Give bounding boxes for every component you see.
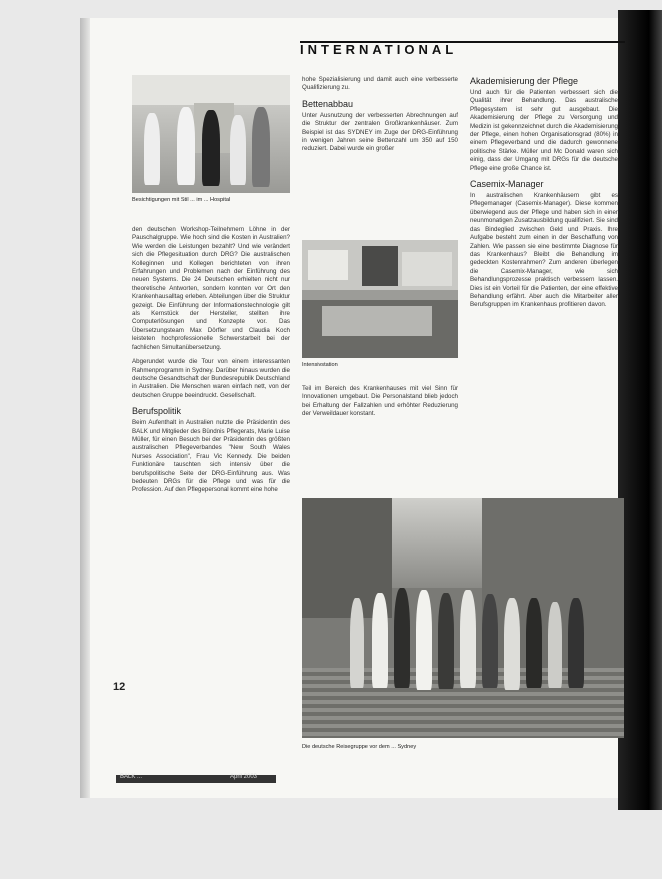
photo-caption-1: Besichtigungen mit Stil ... im ... Hospital [132, 197, 231, 203]
col2-paragraph-1: hohe Spezialisierung und damit auch eine verbesserte Qualifizierung zu. [302, 76, 458, 92]
footer-date: April 2003 [230, 774, 258, 780]
column-2 [302, 76, 458, 160]
col2-heading-bettenabbau: Bettenabbau [302, 98, 354, 109]
col1-paragraph-3: Beim Aufenthalt in Australien nutzte die Präsidentin des BALK und Mitglieder des Bündnis Pflegerats, Marie Luise Müller, für einen Besuch bei der Präsidentin des größten australischen Pflegeverbandes "New South Wales Nurses Association", Frau Vic Kennedy. Die beiden Funktionäre tauschten sich intensiv über die berufspolitische Seite der DRG-Einführung aus. Was bedeuten DRGs für die Pflege und was für die Profession. Auf den Pflegepersonal kommt eine hohe [132, 419, 290, 494]
col3-paragraph-2: In australischen Krankenhäusern gibt es Pflegemanager (Casemix-Manager). Diese kommen überwiegend aus der Pflege und haben sich in einer neunmonatigen Zusatzausbildung qualifiziert. Sie sind das Bindeglied zwischen Geld und Praxis. Ihre Aufgabe besteht zum einen in der Beschaffung von Zahlen. Wie passen sie eine bestimmte Diagnose für das Krankenhaus? Bleibt die Behandlung im gedeckten Kostenrahmen? Zum anderen überlegen die Casemix-Manager, wie sich Behandlungsprozesse praktisch verbessern lassen. Dies ist ein Vorteil für die Patienten, der eine effektive Behandlung erfährt. Aber auch die Mitarbeiter aller Berufsgruppen im Krankenhaus profitieren davon. [470, 192, 618, 309]
col1-heading-berufspolitik: Berufspolitik [132, 406, 182, 417]
column-1 [132, 226, 290, 501]
photo-caption-3: Die deutsche Reisegruppe vor dem ... Sydney [302, 744, 417, 750]
column-3 [470, 74, 618, 316]
col2-paragraph-2: Unter Ausnutzung der verbesserten Abrechnungen auf die Struktur der zentralen Großkrankenhäuser. Zum Beispiel ist das SYDNEY im Zuge der DRG-Einführung in wenigen Jahren seine Bettenzahl um 350 auf 150 reduziert. Dabei wurde ein großer [302, 111, 458, 153]
photo-caption-2: Intensivstation [302, 362, 338, 368]
column-2-lower [302, 385, 458, 425]
col3-heading-casemix: Casemix-Manager [470, 179, 544, 190]
col1-paragraph-2: Abgerundet wurde die Tour von einem interessanten Rahmenprogramm in Sydney. Darüber hinaus wurden die deutsche Gesandtschaft der Bundesrepublik Deutschland in Australien. Die Menschen waren einfach nett, von der deutschen Gruppe beeindruckt. Gesellschaft. [132, 358, 290, 399]
col2-paragraph-3: Teil im Bereich des Krankenhauses mit viel Sinn für Innovationen umgebaut. Die Personalstand blieb jedoch bei Erhaltung der Fallzahlen und erhöhter Reduzierung der Verweildauer konstant. [302, 385, 458, 418]
page-edge-right [618, 10, 662, 810]
footer-journal: BALK ... [120, 774, 143, 780]
col3-heading-akademisierung: Akademisierung der Pflege [470, 76, 579, 86]
group-photo [302, 498, 624, 738]
hospital-visit-photo [132, 75, 290, 193]
page-number: 12 [113, 681, 126, 693]
col1-paragraph-1: den deutschen Workshop-Teilnehmern Löhne in der Pauschalgruppe. Wie hoch sind die Kosten in Australien? Wie werden die Leistungen bezahlt? Und wie verändert sich die Pflegesituation durch DRG? Die australischen Kolleginnen und Kollegen berichteten von ihren Erfahrungen und Problemen nach der Einführung des neuen Systems. Die 24 Deutschen erhielten nicht nur theoretische Antworten, sondern konnten vor Ort den Krankenhausalltag erleben. Abteilungen über die Struktur gezeigt. Die Einführung der Informationstechnologie gilt als Kernstück der Hersteller, stellten ihre Computerlösungen und Konzepte vor. Das Übersetzungsteam Max Dörfler und Claudia Koch leisteten hochprofessionelle Schwerstarbeit bei der fachlichen Simultanübersetzung. [132, 226, 290, 351]
intensive-care-photo [302, 240, 458, 358]
section-header: INTERNATIONAL [300, 42, 458, 57]
col3-paragraph-1: Und auch für die Patienten verbessert sich die Qualität ihrer Behandlung. Das australische Pflegesystem ist sehr gut ausgebaut. Die Akademisierung der Pflege zu Versorgung und Medizin ist gekennzeichnet durch die Akademisierung der Pflege, einen hohen Organisationsgrad (80%) in einem Pflegeverband und die dadurch gewonnene politische Stärke. Müller und Mc Donald waren sich einig, dass der Umgang mit DRGs für die deutsche Pflege eine große Chance ist. [470, 89, 618, 172]
